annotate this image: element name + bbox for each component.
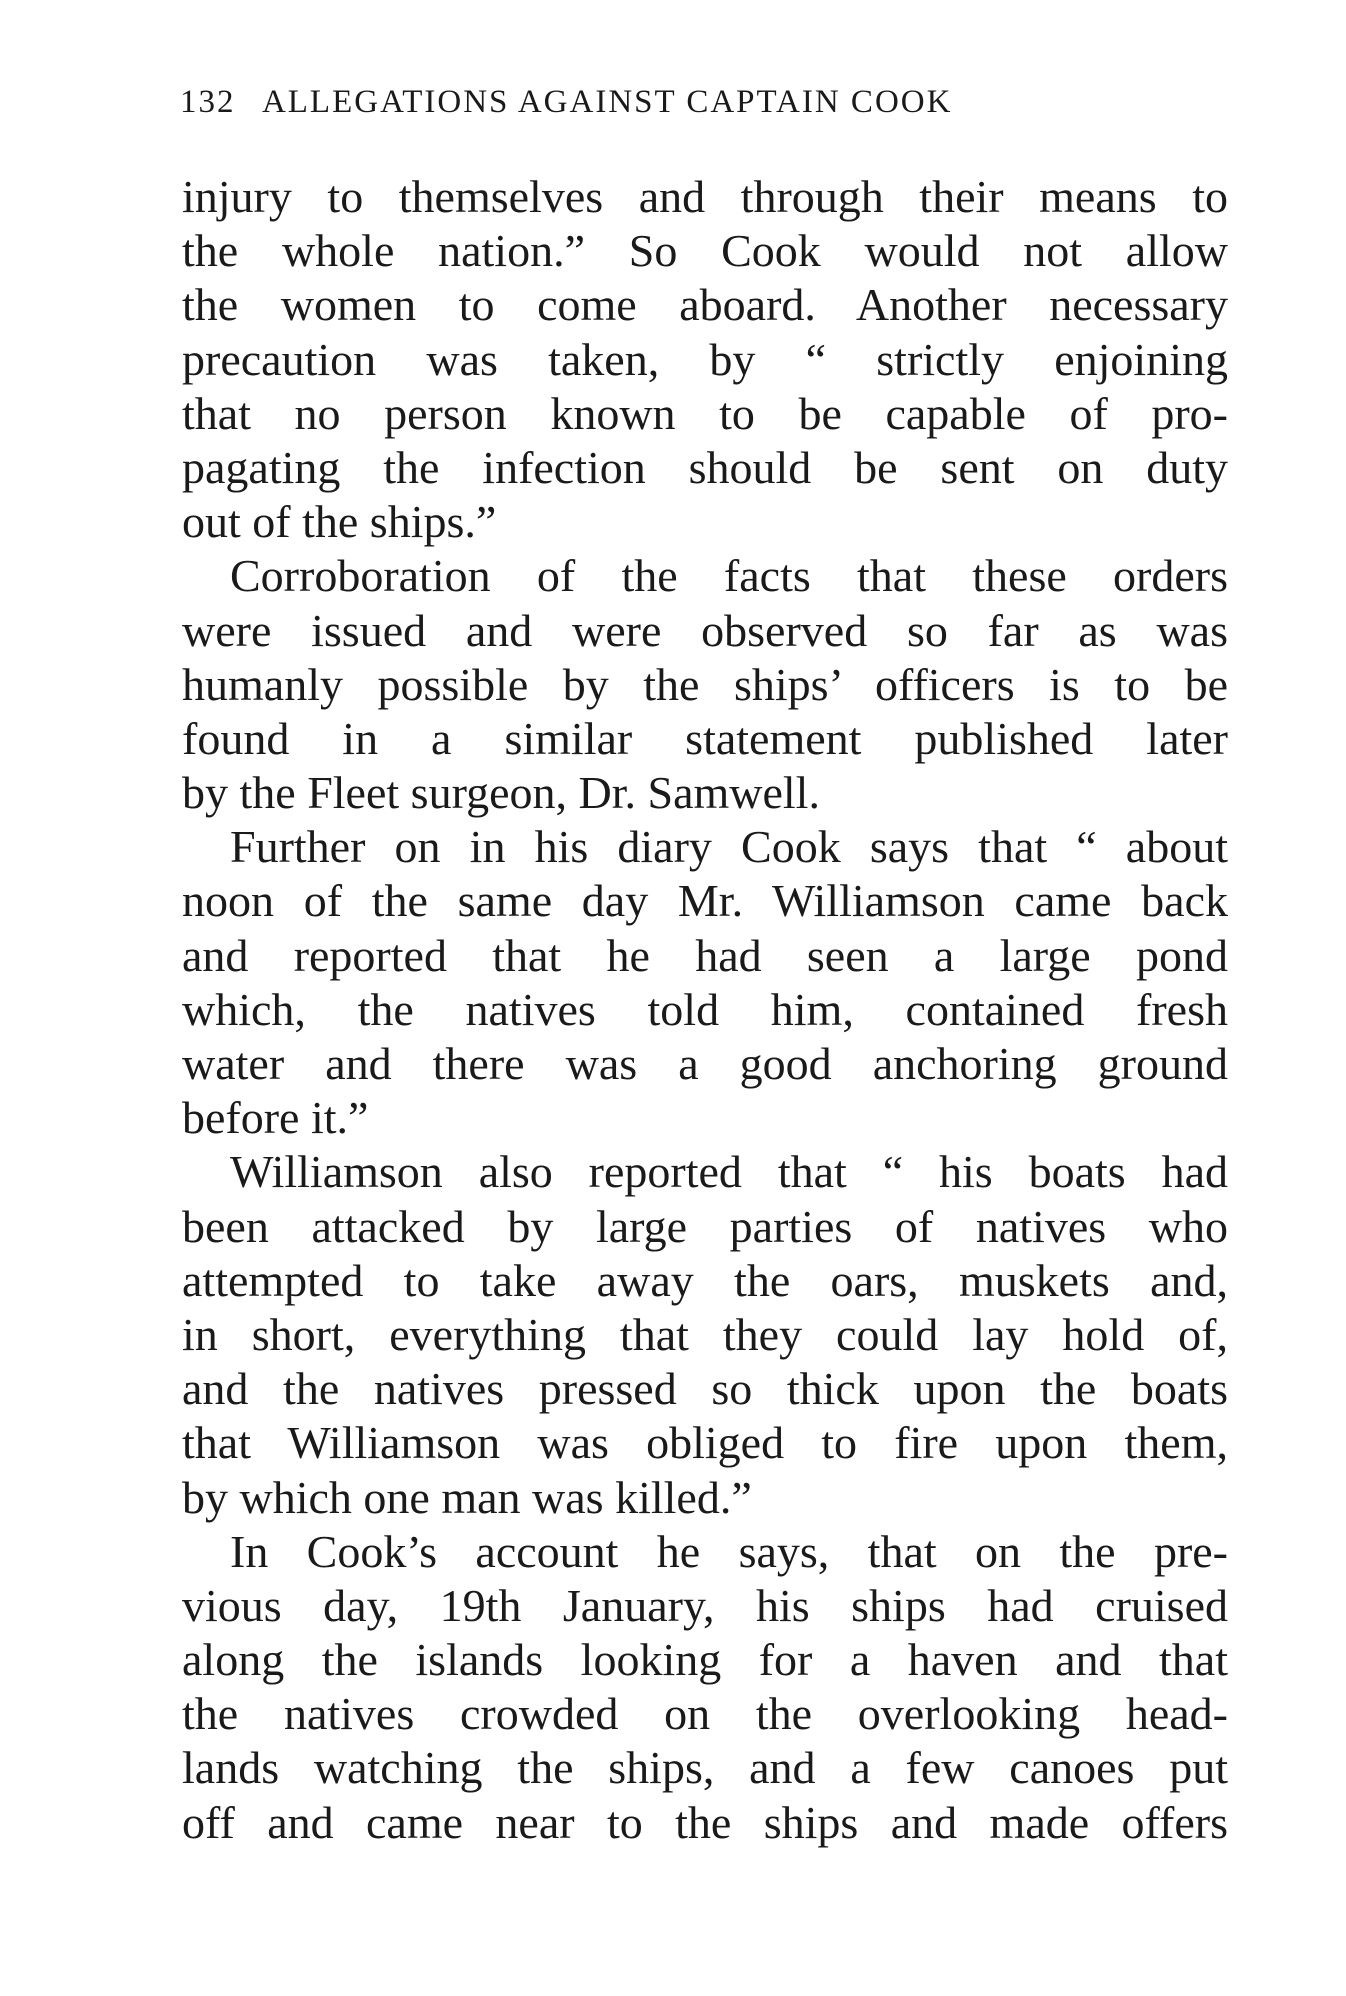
text-line: before it.”	[182, 1092, 369, 1144]
paragraph	[182, 549, 1228, 820]
text-line: the natives crowded on the overlooking head-	[182, 1688, 1228, 1740]
body-text	[182, 170, 1228, 1850]
text-line: out of the ships.”	[182, 496, 497, 548]
text-line: along the islands looking for a haven and that	[182, 1634, 1228, 1686]
text-line: vious day, 19th January, his ships had cruised	[182, 1579, 1228, 1631]
text-line: and the natives pressed so thick upon the boats	[182, 1363, 1228, 1415]
text-line: attempted to take away the oars, muskets and,	[182, 1254, 1228, 1306]
text-line: by the Fleet surgeon, Dr. Samwell.	[182, 767, 820, 819]
paragraph	[182, 820, 1228, 1145]
text-line: that no person known to be capable of pro-	[182, 387, 1228, 439]
paragraph	[182, 1145, 1228, 1524]
text-line: and reported that he had seen a large pond	[182, 929, 1228, 981]
text-line: Corroboration of the facts that these orders	[230, 550, 1228, 602]
text-line: which, the natives told him, contained fresh	[182, 983, 1228, 1035]
page-number: 132	[180, 84, 236, 120]
paragraph	[182, 1525, 1228, 1850]
text-line: water and there was a good anchoring ground	[182, 1038, 1228, 1089]
text-line: Further on in his diary Cook says that “ about	[230, 821, 1228, 873]
text-line: in short, everything that they could lay hold of,	[182, 1308, 1228, 1360]
text-line: that Williamson was obliged to fire upon them,	[182, 1417, 1228, 1469]
text-line: by which one man was killed.”	[182, 1471, 752, 1523]
text-line: In Cook’s account he says, that on the pre-	[230, 1525, 1228, 1577]
text-line: were issued and were observed so far as was	[182, 604, 1228, 656]
text-line: humanly possible by the ships’ officers is to be	[182, 658, 1228, 710]
text-line: lands watching the ships, and a few canoes put	[182, 1742, 1228, 1794]
text-line: noon of the same day Mr. Williamson came back	[182, 875, 1228, 927]
text-line: precaution was taken, by “ strictly enjoining	[182, 333, 1228, 385]
running-title: ALLEGATIONS AGAINST CAPTAIN COOK	[261, 84, 953, 120]
text-line: the whole nation.” So Cook would not allow	[182, 225, 1228, 277]
text-line: been attacked by large parties of natives who	[182, 1200, 1228, 1252]
paragraph	[182, 170, 1228, 549]
running-head	[180, 86, 952, 119]
text-line: injury to themselves and through their means to	[182, 171, 1228, 222]
text-line: the women to come aboard. Another necessary	[182, 279, 1228, 331]
text-line: off and came near to the ships and made offers	[182, 1796, 1228, 1848]
text-line: pagating the infection should be sent on duty	[182, 441, 1228, 493]
text-line: found in a similar statement published later	[182, 712, 1228, 764]
text-line: Williamson also reported that “ his boats had	[230, 1146, 1228, 1198]
